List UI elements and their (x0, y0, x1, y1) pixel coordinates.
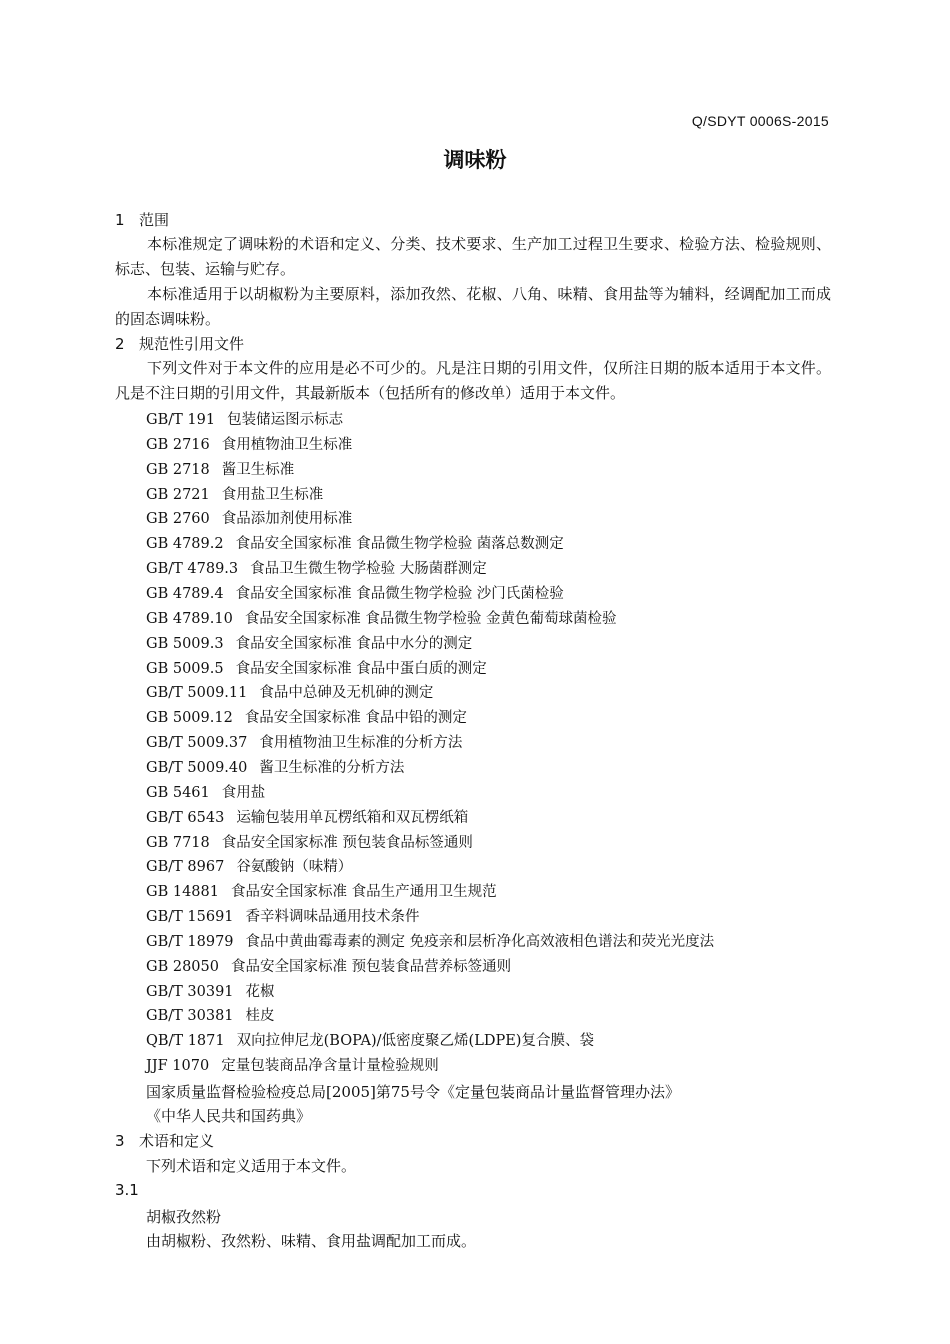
reference-item (146, 532, 564, 553)
reference-title: 食品安全国家标准 预包装食品标签通则 (221, 834, 473, 851)
section-title: 范围 (139, 211, 170, 229)
reference-title: 食品安全国家标准 食品中水分的测定 (235, 635, 473, 652)
reference-code: GB 14881 (146, 884, 219, 901)
term-number: 3.1 (115, 1181, 139, 1199)
reference-code: GB 2721 (146, 486, 210, 503)
reference-item (146, 408, 343, 429)
term-name: 胡椒孜然粉 (146, 1208, 222, 1226)
reference-code: GB/T 5009.40 (146, 759, 248, 776)
section-number: 1 (115, 211, 125, 229)
reference-code: GB/T 30391 (146, 983, 234, 1000)
reference-item (146, 433, 352, 454)
section-number: 3 (115, 1132, 125, 1150)
reference-code: JJF 1070 (146, 1058, 210, 1075)
reference-item (146, 1029, 594, 1050)
reference-title: 食用植物油卫生标准 (221, 436, 353, 453)
reference-extra-pharmacopoeia: 《中华人民共和国药典》 (146, 1107, 312, 1125)
reference-item (146, 980, 275, 1001)
reference-title: 酱卫生标准 (221, 461, 295, 478)
reference-title: 食品添加剂使用标准 (221, 511, 353, 528)
reference-code: GB/T 5009.37 (146, 735, 248, 751)
section-2-heading (115, 333, 244, 354)
reference-item (146, 781, 265, 802)
reference-code: GB/T 6543 (146, 809, 225, 826)
reference-item (146, 582, 564, 603)
reference-title: 食品安全国家标准 食品微生物学检验 菌落总数测定 (235, 536, 564, 553)
reference-title: 食品中总砷及无机砷的测定 (259, 685, 434, 702)
reference-item (146, 855, 352, 876)
term-definition: 由胡椒粉、孜然粉、味精、食用盐调配加工而成。 (146, 1232, 477, 1250)
reference-title: 香辛料调味品通用技术条件 (245, 909, 420, 925)
reference-title: 食品安全国家标准 预包装食品营养标签通则 (230, 958, 512, 975)
reference-extra-decree: 国家质量监督检验检疫总局[2005]第75号令《定量包装商品计量监督管理办法》 (146, 1083, 680, 1101)
section-number: 2 (115, 335, 125, 353)
scope-paragraph-1: 本标准规定了调味粉的术语和定义、分类、技术要求、生产加工过程卫生要求、检验方法、检验规则、标志、包装、运输与贮存。 (115, 235, 831, 278)
reference-item (146, 930, 714, 951)
reference-item (146, 706, 467, 727)
section-title: 术语和定义 (139, 1132, 215, 1150)
reference-code: GB/T 8967 (146, 859, 225, 876)
reference-title: 食品安全国家标准 食品微生物学检验 金黄色葡萄球菌检验 (244, 610, 617, 627)
reference-code: GB 5009.12 (146, 710, 233, 727)
reference-item (146, 607, 617, 628)
reference-item (146, 955, 511, 976)
reference-item (146, 905, 420, 926)
reference-title: 包装储运图示标志 (227, 412, 344, 428)
reference-item (146, 756, 404, 777)
reference-item (146, 880, 497, 901)
reference-title: 食用植物油卫生标准的分析方法 (259, 735, 463, 751)
reference-item (146, 731, 462, 752)
section-1-heading (115, 209, 169, 230)
reference-code: GB/T 191 (146, 412, 216, 428)
scope-paragraph-2: 本标准适用于以胡椒粉为主要原料，添加孜然、花椒、八角、味精、食用盐等为辅料，经调配加工而成的固态调味粉。 (115, 285, 831, 328)
document-code: Q/SDYT 0006S-2015 (691, 113, 829, 129)
reference-item (146, 1004, 275, 1025)
reference-code: GB 4789.10 (146, 610, 233, 627)
reference-title: 食品安全国家标准 食品中蛋白质的测定 (235, 660, 487, 677)
reference-code: GB 4789.2 (146, 536, 224, 553)
reference-code: GB 5461 (146, 784, 210, 801)
reference-title: 定量包装商品净含量计量检验规则 (221, 1058, 439, 1075)
reference-item (146, 806, 468, 827)
reference-title: 食用盐 (221, 784, 266, 801)
reference-code: GB/T 18979 (146, 933, 234, 950)
reference-code: GB 5009.5 (146, 660, 224, 677)
section-3-heading (115, 1130, 214, 1151)
reference-title: 花椒 (245, 983, 275, 1000)
reference-title: 食用盐卫生标准 (221, 486, 324, 503)
reference-title: 双向拉伸尼龙(BOPA)/低密度聚乙烯(LDPE)复合膜、袋 (236, 1033, 594, 1050)
reference-item (146, 681, 433, 702)
reference-code: GB 28050 (146, 958, 219, 975)
reference-item (146, 557, 487, 578)
reference-code: GB/T 15691 (146, 909, 234, 925)
reference-item (146, 632, 472, 653)
section-title: 规范性引用文件 (139, 335, 245, 353)
document-title: 调味粉 (443, 148, 507, 172)
reference-title: 食品安全国家标准 食品生产通用卫生规范 (230, 884, 497, 901)
reference-code: GB 2716 (146, 436, 210, 453)
reference-code: GB 4789.4 (146, 586, 224, 602)
reference-code: GB/T 4789.3 (146, 561, 239, 578)
reference-item (146, 458, 294, 479)
reference-title: 桂皮 (245, 1008, 275, 1025)
reference-title: 运输包装用单瓦楞纸箱和双瓦楞纸箱 (236, 809, 469, 826)
reference-title: 谷氨酸钠（味精） (236, 859, 353, 876)
reference-code: QB/T 1871 (146, 1033, 225, 1050)
reference-code: GB 2760 (146, 511, 210, 528)
reference-item (146, 507, 352, 528)
reference-code: GB 2718 (146, 461, 210, 478)
reference-title: 食品安全国家标准 食品中铅的测定 (244, 710, 467, 727)
reference-title: 食品中黄曲霉毒素的测定 免疫亲和层析净化高效液相色谱法和荧光光度法 (245, 933, 715, 950)
reference-item (146, 483, 323, 504)
reference-title: 食品安全国家标准 食品微生物学检验 沙门氏菌检验 (235, 586, 564, 602)
reference-item (146, 657, 487, 678)
references-intro-paragraph: 下列文件对于本文件的应用是必不可少的。凡是注日期的引用文件，仅所注日期的版本适用于本文件。凡是不注日期的引用文件，其最新版本（包括所有的修改单）适用于本文件。 (115, 359, 831, 402)
reference-item (146, 831, 473, 852)
reference-item (146, 1054, 439, 1075)
reference-code: GB/T 5009.11 (146, 685, 248, 702)
reference-title: 酱卫生标准的分析方法 (259, 759, 405, 776)
reference-code: GB 5009.3 (146, 635, 224, 652)
reference-title: 食品卫生微生物学检验 大肠菌群测定 (250, 561, 487, 578)
reference-code: GB/T 30381 (146, 1008, 234, 1025)
terms-intro: 下列术语和定义适用于本文件。 (146, 1157, 357, 1175)
reference-code: GB 7718 (146, 834, 210, 851)
